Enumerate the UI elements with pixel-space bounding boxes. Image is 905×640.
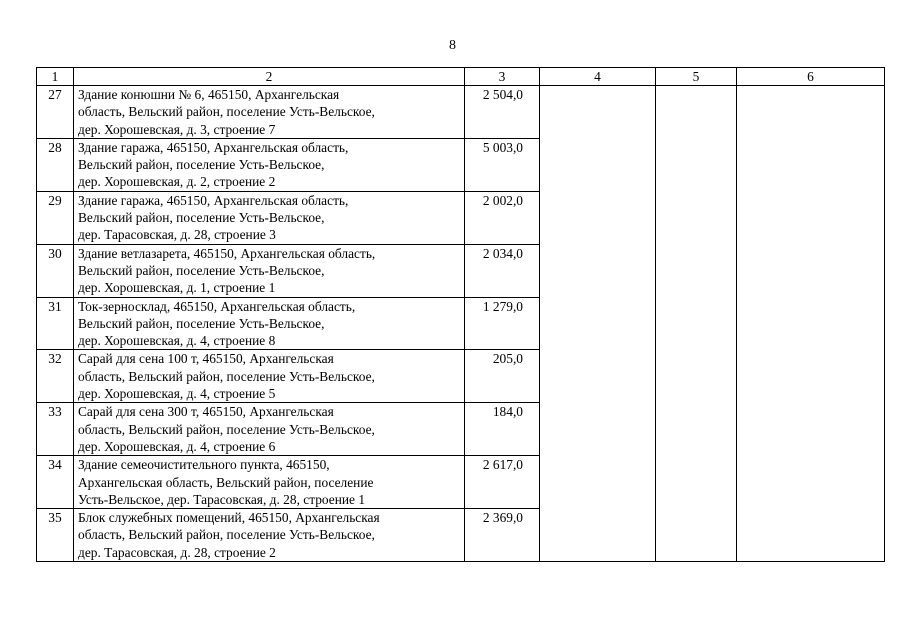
header-col-4: 4 <box>540 68 656 86</box>
header-col-3: 3 <box>465 68 540 86</box>
description-line: Ток-зерносклад, 465150, Архангельская область, <box>78 298 356 314</box>
row-number: 28 <box>37 138 74 191</box>
description-line: область, Вельский район, поселение Усть-Вельское, <box>78 421 375 437</box>
row-number: 32 <box>37 350 74 403</box>
description-line: дер. Тарасовская, д. 28, строение 2 <box>78 544 276 560</box>
description-line: область, Вельский район, поселение Усть-Вельское, <box>78 104 375 120</box>
description-line: дер. Хорошевская, д. 3, строение 7 <box>78 121 276 137</box>
description-line: дер. Хорошевская, д. 4, строение 8 <box>78 333 276 349</box>
row-area: 184,0 <box>465 403 540 456</box>
row-description <box>74 244 465 297</box>
description-line: Вельский район, поселение Усть-Вельское, <box>78 315 325 331</box>
description-line: Вельский район, поселение Усть-Вельское, <box>78 210 325 226</box>
row-area: 2 002,0 <box>465 191 540 244</box>
row-description <box>74 350 465 403</box>
description-line: Вельский район, поселение Усть-Вельское, <box>78 262 325 278</box>
description-line: дер. Хорошевская, д. 2, строение 2 <box>78 174 276 190</box>
description-line: Сарай для сена 300 т, 465150, Архангельская <box>78 404 334 420</box>
row-description <box>74 297 465 350</box>
row-description <box>74 191 465 244</box>
page-number: 8 <box>449 38 456 53</box>
row-number: 34 <box>37 456 74 509</box>
description-line: область, Вельский район, поселение Усть-Вельское, <box>78 368 375 384</box>
description-line: Усть-Вельское, дер. Тарасовская, д. 28, строение 1 <box>78 491 366 507</box>
row-area: 2 504,0 <box>465 86 540 139</box>
description-line: Блок служебных помещений, 465150, Архангельская <box>78 510 380 526</box>
row-area: 5 003,0 <box>465 138 540 191</box>
table-header-row <box>37 68 885 86</box>
empty-cell-col-5 <box>656 86 737 562</box>
description-line: Здание гаража, 465150, Архангельская область, <box>78 139 349 155</box>
row-area: 2 369,0 <box>465 509 540 562</box>
header-col-5: 5 <box>656 68 737 86</box>
row-number: 30 <box>37 244 74 297</box>
row-description <box>74 86 465 139</box>
description-line: дер. Тарасовская, д. 28, строение 3 <box>78 227 276 243</box>
empty-cell-col-6 <box>737 86 885 562</box>
description-line: дер. Хорошевская, д. 4, строение 6 <box>78 438 276 454</box>
description-line: Здание гаража, 465150, Архангельская область, <box>78 192 349 208</box>
description-line: Вельский район, поселение Усть-Вельское, <box>78 157 325 173</box>
empty-cell-col-4 <box>540 86 656 562</box>
row-area: 205,0 <box>465 350 540 403</box>
row-description <box>74 456 465 509</box>
row-number: 27 <box>37 86 74 139</box>
description-line: Сарай для сена 100 т, 465150, Архангельская <box>78 351 334 367</box>
description-line: дер. Хорошевская, д. 4, строение 5 <box>78 386 276 402</box>
row-description <box>74 509 465 562</box>
row-number: 35 <box>37 509 74 562</box>
header-col-2: 2 <box>74 68 465 86</box>
table-row <box>37 86 885 139</box>
row-area: 1 279,0 <box>465 297 540 350</box>
row-description <box>74 403 465 456</box>
header-col-6: 6 <box>737 68 885 86</box>
description-line: Здание ветлазарета, 465150, Архангельская область, <box>78 245 376 261</box>
description-line: область, Вельский район, поселение Усть-Вельское, <box>78 527 375 543</box>
row-area: 2 034,0 <box>465 244 540 297</box>
header-col-1: 1 <box>37 68 74 86</box>
description-line: Архангельская область, Вельский район, поселение <box>78 474 374 490</box>
row-number: 29 <box>37 191 74 244</box>
property-table <box>36 67 885 562</box>
description-line: Здание семеочистительного пункта, 465150, <box>78 457 330 473</box>
row-number: 31 <box>37 297 74 350</box>
row-number: 33 <box>37 403 74 456</box>
description-line: дер. Хорошевская, д. 1, строение 1 <box>78 280 276 296</box>
row-area: 2 617,0 <box>465 456 540 509</box>
description-line: Здание конюшни № 6, 465150, Архангельская <box>78 87 340 102</box>
row-description <box>74 138 465 191</box>
